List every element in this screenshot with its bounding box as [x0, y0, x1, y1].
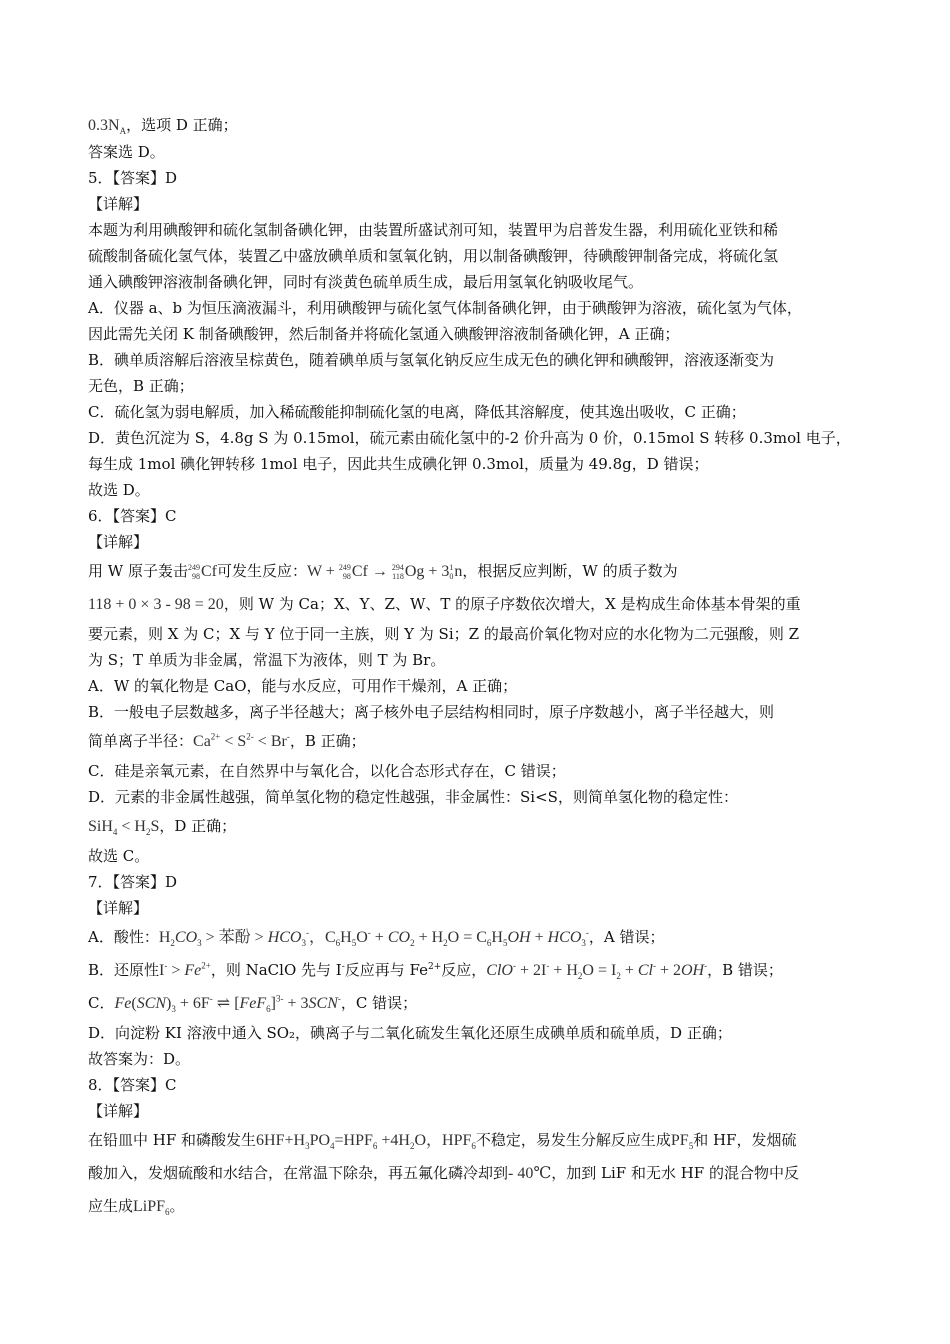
- detail-heading: 【详解】: [88, 899, 149, 917]
- text-line: A．酸性：$H_2CO_3$ > 苯酚 > $HCO_3^-$，$C_6H_5O^- + CO_2 + H_2O = C_6H_5OH + HCO_3^-$，A 错误；: [88, 927, 665, 949]
- text-line: D．向淀粉 KI 溶液中通入 SO₂，碘离子与二氧化硫发生氧化还原生成碘单质和硫单质，D 正确；: [88, 1024, 732, 1042]
- text-line: C．硫化氢为弱电解质，加入稀硫酸能抑制硫化氢的电离，降低其溶解度，使其逸出吸收，C 正确；: [88, 403, 746, 421]
- text-line: 本题为利用碘酸钾和硫化氢制备碘化钾，由装置所盛试剂可知，装置甲为启普发生器，利用硫化亚铁和稀: [88, 221, 779, 239]
- text-line: 故选 D。: [88, 481, 150, 499]
- detail-heading: 【详解】: [88, 1102, 149, 1120]
- text-line: 应生成LiPF$_6$。: [88, 1197, 185, 1218]
- text-line: $0.3N_A$，选项 D 正确；: [88, 116, 238, 137]
- text-line: 因此需先关闭 K 制备碘酸钾，然后制备并将硫化氢通入碘酸钾溶液制备碘化钾，A 正确；: [88, 325, 680, 343]
- text-line: 为 S；T 单质为非金属，常温下为液体，则 T 为 Br。: [88, 651, 446, 669]
- text-line: 无色，B 正确；: [88, 377, 194, 395]
- text-line: 在铅皿中 HF 和磷酸发生$6HF+H_3PO_4=HPF_6 +4H_2O$，$HPF_6$不稳定，易发生分解反应生成$PF_5$和 HF，发烟硫: [88, 1131, 797, 1152]
- text-line: D．元素的非金属性越强，简单氢化物的稳定性越强，非金属性：Si<S，则简单氢化物的稳定性：: [88, 788, 738, 806]
- text-line: 要元素，则 X 为 C；X 与 Y 位于同一主族，则 Y 为 Si；Z 的最高价氧化物对应的水化物为二元强酸，则 Z: [88, 625, 800, 643]
- text-line: 硫酸制备硫化氢气体，装置乙中盛放碘单质和氢氧化钠，用以制备碘酸钾，待碘酸钾制备完成，将硫化氢: [88, 247, 779, 265]
- text-line: A．W 的氧化物是 CaO，能与水反应，可用作干燥剂，A 正确；: [88, 677, 518, 695]
- text-line: 简单离子半径：$Ca^{2+} < S^{2-} < Br^-$，B 正确；: [88, 731, 366, 750]
- answer-heading: 6．【答案】C: [88, 507, 177, 525]
- text-line: 故答案为：D。: [88, 1050, 191, 1068]
- text-line: B．碘单质溶解后溶液呈棕黄色，随着碘单质与氢氧化钠反应生成无色的碘化钾和碘酸钾，溶液逐渐变为: [88, 351, 775, 369]
- text-line: B．一般电子层数越多，离子半径越大；离子核外电子层结构相同时，原子序数越小，离子半径越大，则: [88, 703, 775, 721]
- text-line: 答案选 D。: [88, 143, 165, 161]
- detail-heading: 【详解】: [88, 195, 149, 213]
- text-line: 用 W 原子轰击 249 98 Cf可发生反应：W + 249 98 Cf → 294 118 Og + 3 1 0 n，根据反应判断，W 的质子数为: [88, 562, 678, 582]
- text-line: 故选 C。: [88, 847, 150, 865]
- text-line: D．黄色沉淀为 S，4.8g S 为 0.15mol，硫元素由硫化氢中的-2 价升高为 0 价，0.15mol S 转移 0.3mol 电子，: [88, 429, 851, 447]
- text-line: C．$Fe(SCN)_3 + 6F^-$ ⇌ $[FeF_6]^{3-} + 3SCN^-$，C 错误；: [88, 993, 418, 1015]
- text-line: 每生成 1mol 碘化钾转移 1mol 电子，因此共生成碘化钾 0.3mol，质量为 49.8g，D 错误；: [88, 455, 709, 473]
- text-line: B．还原性$I^- > Fe^{2+}$，则 NaClO 先与 I-反应再与 $Fe^{2+}$反应，$ClO^- + 2I^- + H_2O = I_2 + Cl^- + 2OH^-$，B 错误；: [88, 960, 783, 982]
- answer-heading: 5．【答案】D: [88, 169, 178, 187]
- text-line: $SiH_4 < H_2S$，D 正确；: [88, 817, 237, 838]
- detail-heading: 【详解】: [88, 533, 149, 551]
- text-line: 通入碘酸钾溶液制备碘化钾，同时有淡黄色硫单质生成，最后用氢氧化钠吸收尾气。: [88, 273, 644, 291]
- answer-heading: 8．【答案】C: [88, 1076, 177, 1094]
- text-line: A．仪器 a、b 为恒压滴液漏斗，利用碘酸钾与硫化氢气体制备碘化钾，由于碘酸钾为溶液，硫化氢为气体，: [88, 299, 802, 317]
- answer-heading: 7．【答案】D: [88, 873, 178, 891]
- document-page: [88, 112, 868, 1223]
- text-line: C．硅是亲氧元素，在自然界中与氧化合，以化合态形式存在，C 错误；: [88, 762, 566, 780]
- text-line: 118 + 0 × 3 - 98 = 20，则 W 为 Ca；X、Y、Z、W、T 的原子序数依次增大，X 是构成生命体基本骨架的重: [88, 595, 801, 613]
- text-line: 酸加入，发烟硫酸和水结合，在常温下除杂，再五氟化磷冷却到- 40℃，加到 LiF 和无水 HF 的混合物中反: [88, 1164, 799, 1182]
